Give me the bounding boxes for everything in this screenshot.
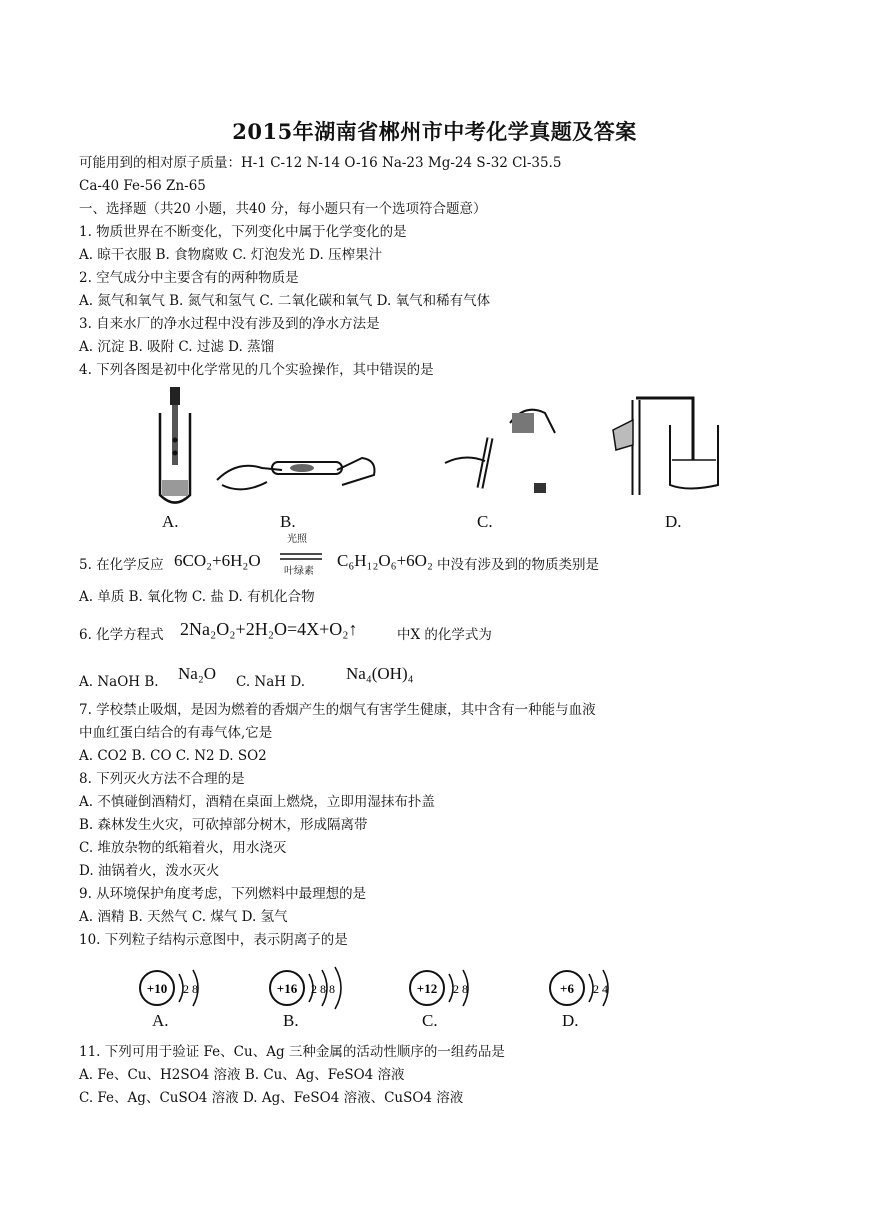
q4-figure-d — [608, 390, 728, 500]
q7-stem-line2: 中血红蛋白结合的有毒气体,它是 — [79, 725, 273, 741]
section-heading: 一、选择题（共20 小题，共40 分，每小题只有一个选项符合题意） — [79, 201, 487, 217]
q6-option-c: C. NaH D. — [236, 674, 305, 690]
q10-atom-c — [407, 962, 487, 1014]
q6-equation: 2Na₂O₂+2H₂O=4X+O₂↑ — [180, 619, 358, 639]
q11-options-line2: C. Fe、Ag、CuSO4 溶液 D. Ag、FeSO4 溶液、CuSO4 溶液 — [79, 1090, 464, 1106]
q10-label-c: C. — [422, 1011, 438, 1030]
q10-nucleus-a: +10 — [146, 981, 168, 996]
q10-shells-a: 2 8 — [183, 982, 198, 996]
q4-label-c: C. — [477, 512, 493, 531]
q7-stem-line1: 7. 学校禁止吸烟，是因为燃着的香烟产生的烟气有害学生健康，其中含有一种能与血液 — [79, 702, 596, 718]
q5-reactants: 6CO₂+6H₂O — [174, 551, 261, 570]
q10-label-a: A. — [152, 1011, 169, 1030]
q4-label-a: A. — [162, 512, 179, 531]
q8-stem: 8. 下列灭火方法不合理的是 — [79, 771, 245, 787]
q10-label-b: B. — [283, 1011, 299, 1030]
q6-prefix: 6. 化学方程式 — [79, 627, 164, 643]
q10-shells-b: 2 8 8 — [311, 982, 335, 996]
q11-options-line1: A. Fe、Cu、H2SO4 溶液 B. Cu、Ag、FeSO4 溶液 — [79, 1067, 405, 1083]
q10-nucleus-b: +16 — [276, 981, 298, 996]
q5-suffix: 中没有涉及到的物质类别是 — [437, 557, 599, 573]
atomic-masses-line2: Ca-40 Fe-56 Zn-65 — [79, 178, 206, 194]
q10-shells-c: 2 8 — [453, 982, 468, 996]
q10-atom-a — [137, 962, 217, 1014]
q10-atom-b — [267, 962, 357, 1014]
q8-option-d: D. 油锅着火，泼水灭火 — [79, 863, 220, 879]
q4-figure-a — [150, 385, 200, 510]
q10-stem: 10. 下列粒子结构示意图中，表示阴离子的是 — [79, 932, 348, 948]
q5-equals-sign — [280, 552, 322, 562]
q10-nucleus-c: +12 — [416, 981, 438, 996]
q5-prefix: 5. 在化学反应 — [79, 557, 164, 573]
q6-option-b-formula: Na₂O — [178, 664, 217, 683]
page-title: 2015年湖南省郴州市中考化学真题及答案 — [232, 119, 637, 144]
q5-options: A. 单质 B. 氧化物 C. 盐 D. 有机化合物 — [79, 589, 315, 605]
q5-products: C₆H₁₂O₆+6O₂ — [337, 551, 433, 570]
q5-condition-top: 光照 — [287, 534, 307, 545]
q6-option-d-formula: Na₄(OH)₄ — [346, 664, 414, 683]
q5-condition-bottom: 叶绿素 — [284, 566, 314, 577]
q4-label-b: B. — [280, 512, 296, 531]
q9-options: A. 酒精 B. 天然气 C. 煤气 D. 氢气 — [79, 909, 288, 925]
q8-option-c: C. 堆放杂物的纸箱着火，用水浇灭 — [79, 840, 287, 856]
q10-atom-d — [547, 962, 627, 1014]
q8-option-a: A. 不慎碰倒酒精灯，酒精在桌面上燃烧，立即用湿抹布扑盖 — [79, 794, 435, 810]
q4-label-d: D. — [665, 512, 682, 531]
q4-stem: 4. 下列各图是初中化学常见的几个实验操作，其中错误的是 — [79, 362, 434, 378]
q9-stem: 9. 从环境保护角度考虑，下列燃料中最理想的是 — [79, 886, 367, 902]
q11-stem: 11. 下列可用于验证 Fe、Cu、Ag 三种金属的活动性顺序的一组药品是 — [79, 1044, 505, 1060]
atomic-masses-line1: 可能用到的相对原子质量：H-1 C-12 N-14 O-16 Na-23 Mg-24 S-32 Cl-35.5 — [79, 155, 562, 171]
q6-suffix: 中X 的化学式为 — [397, 627, 492, 643]
q4-figure-c — [440, 393, 565, 498]
q4-figure-b — [212, 440, 382, 500]
q2-options: A. 氮气和氧气 B. 氮气和氢气 C. 二氧化碳和氧气 D. 氧气和稀有气体 — [79, 293, 491, 309]
q10-label-d: D. — [562, 1011, 579, 1030]
q10-nucleus-d: +6 — [560, 981, 574, 996]
q6-option-a: A. NaOH B. — [79, 674, 159, 690]
q8-option-b: B. 森林发生火灾，可砍掉部分树木，形成隔离带 — [79, 817, 368, 833]
q3-stem: 3. 自来水厂的净水过程中没有涉及到的净水方法是 — [79, 316, 380, 332]
q3-options: A. 沉淀 B. 吸附 C. 过滤 D. 蒸馏 — [79, 339, 275, 355]
q1-options: A. 晾干衣服 B. 食物腐败 C. 灯泡发光 D. 压榨果汁 — [79, 247, 383, 263]
q2-stem: 2. 空气成分中主要含有的两种物质是 — [79, 270, 299, 286]
q1-stem: 1. 物质世界在不断变化，下列变化中属于化学变化的是 — [79, 224, 407, 240]
q7-options: A. CO2 B. CO C. N2 D. SO2 — [79, 748, 267, 764]
q10-shells-d: 2 4 — [593, 982, 608, 996]
